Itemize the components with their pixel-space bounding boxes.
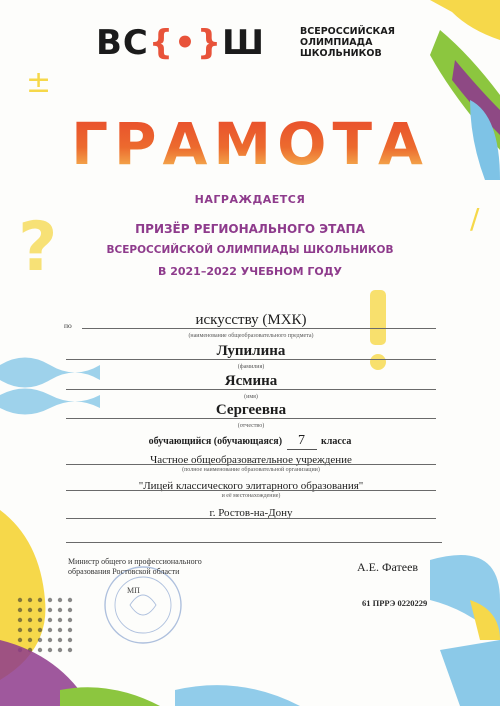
deco-blue-shape-bottom bbox=[175, 685, 300, 706]
serial-number: 61 ПРРЭ 0220229 bbox=[362, 598, 428, 608]
award-line-2: ВСЕРОССИЙСКОЙ ОЛИМПИАДЫ ШКОЛЬНИКОВ bbox=[106, 244, 394, 256]
logo-mark-dot: • bbox=[174, 23, 197, 63]
subject-caption: (наименование общеобразовательного предмета) bbox=[188, 333, 314, 339]
grade-value: 7 bbox=[287, 433, 317, 450]
patronymic-value: Сергеевна bbox=[215, 402, 287, 418]
name-field bbox=[66, 373, 436, 403]
logo-text-line-1: ВСЕРОССИЙСКАЯ bbox=[300, 26, 395, 37]
logo-mark-sh: Ш bbox=[222, 23, 266, 63]
logo-text-line-3: ШКОЛЬНИКОВ bbox=[300, 48, 382, 59]
patronymic-field bbox=[66, 402, 436, 432]
school-line-2: "Лицей классического элитарного образования" bbox=[138, 480, 364, 492]
surname-caption: (фамилия) bbox=[237, 364, 265, 370]
surname-underline bbox=[66, 359, 436, 360]
logo-mark-vs: ВС bbox=[96, 23, 149, 63]
olympiad-logo bbox=[96, 23, 395, 63]
certificate-title: ГРАМОТА bbox=[0, 112, 500, 176]
subject-underline bbox=[82, 328, 436, 329]
grade-label-before: обучающийся (обучающаяся) bbox=[148, 436, 283, 447]
footer-separator-line bbox=[66, 542, 442, 543]
school-caption-1: (полное наименование образовательной организации) bbox=[182, 467, 320, 473]
patronymic-caption: (отчество) bbox=[237, 423, 265, 429]
minister-title bbox=[68, 557, 248, 577]
minister-title-line-2: образования Ростовской области bbox=[68, 567, 180, 576]
official-seal-icon bbox=[105, 567, 181, 643]
subject-prefix: по bbox=[64, 321, 72, 330]
surname-value: Лупилина bbox=[216, 343, 286, 359]
school-underline-1 bbox=[66, 464, 436, 465]
minister-title-line-1: Министр общего и профессионального bbox=[68, 557, 202, 566]
deco-blue-wedge-bottom-right bbox=[440, 640, 500, 706]
subject-field bbox=[66, 312, 436, 342]
award-line-3: В 2021–2022 УЧЕБНОМ ГОДУ bbox=[157, 265, 342, 278]
name-value: Ясмина bbox=[224, 373, 278, 389]
logo-mark-brace-open: { bbox=[148, 23, 175, 63]
grade-line bbox=[0, 433, 500, 450]
signer-name: А.Е. Фатеев bbox=[357, 560, 419, 574]
logo-mark bbox=[96, 23, 266, 63]
deco-slash-icon: / bbox=[470, 202, 480, 235]
patronymic-underline bbox=[66, 418, 436, 419]
logo-mark-brace-close: } bbox=[196, 23, 223, 63]
awarded-heading: НАГРАЖДАЕТСЯ bbox=[194, 193, 306, 206]
name-underline bbox=[66, 389, 436, 390]
deco-green-swoosh-bottom-left bbox=[60, 687, 160, 706]
subject-value: искусству (МХК) bbox=[195, 312, 307, 328]
deco-question-mark-icon: ? bbox=[18, 208, 58, 287]
award-line-1: ПРИЗЁР РЕГИОНАЛЬНОГО ЭТАПА bbox=[135, 222, 365, 236]
deco-plus-minus-icon: ± bbox=[26, 65, 52, 100]
surname-field bbox=[66, 343, 436, 373]
school-line-1: Частное общеобразовательное учреждение bbox=[150, 454, 352, 466]
school-caption-2: и её местонахождение) bbox=[221, 493, 281, 499]
seal-label: МП bbox=[127, 586, 140, 595]
school-field-1 bbox=[66, 452, 436, 476]
grade-label-after: класса bbox=[321, 436, 352, 447]
city-field bbox=[66, 505, 436, 525]
city-value: г. Ростов-на-Дону bbox=[209, 507, 293, 519]
logo-text-line-2: ОЛИМПИАДА bbox=[300, 37, 373, 48]
logo-text bbox=[300, 26, 450, 59]
school-field-2 bbox=[66, 478, 436, 502]
name-caption: (имя) bbox=[244, 394, 258, 400]
city-underline bbox=[66, 518, 436, 519]
school-underline-2 bbox=[66, 490, 436, 491]
